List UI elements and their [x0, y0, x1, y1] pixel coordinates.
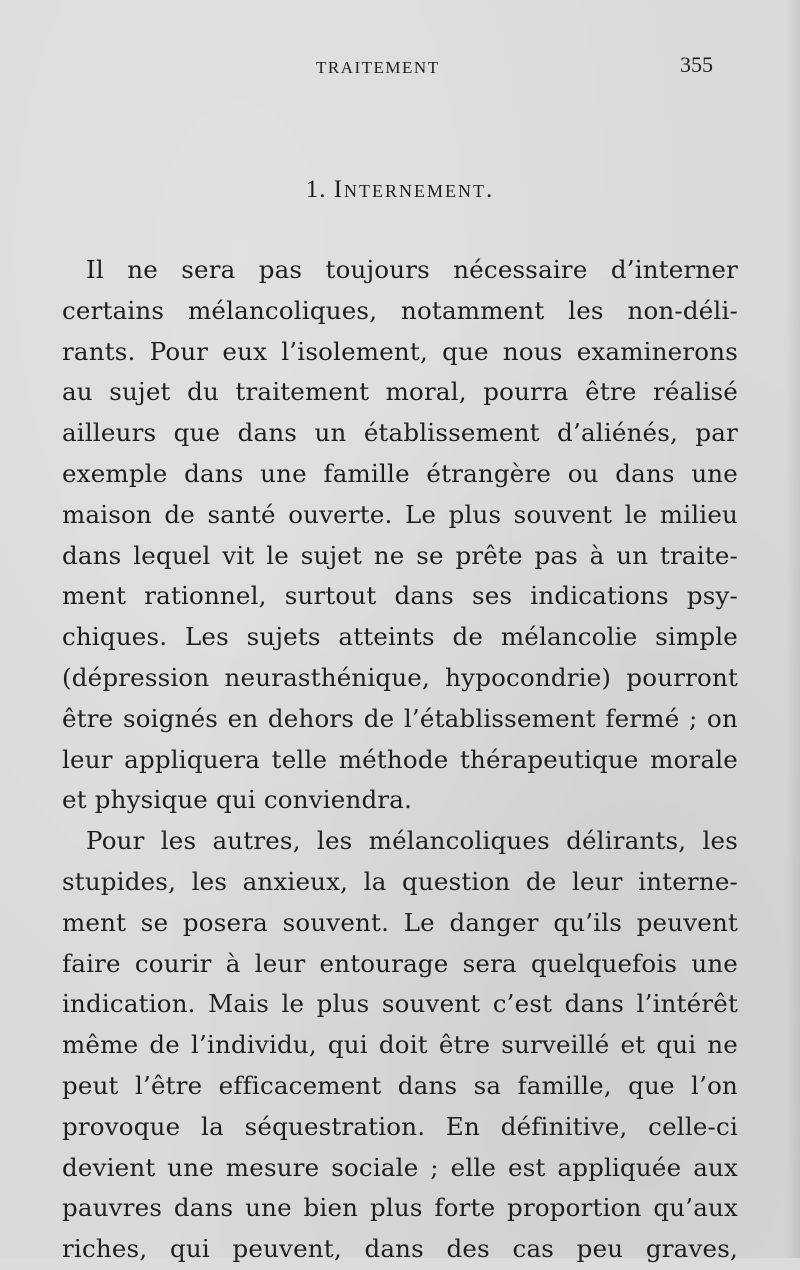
running-header [0, 52, 800, 82]
text-line: ailleurs que dans un établissement d’aliénés, par [62, 418, 738, 448]
text-line: Il ne sera pas toujours nécessaire d’interner [86, 255, 738, 284]
page-number: 355 [680, 52, 713, 77]
text-line: faire courir à leur entourage sera quelquefois une [62, 948, 738, 978]
text-line: au sujet du traitement moral, pourra être réalisé [62, 377, 738, 407]
section-heading [0, 176, 800, 204]
text-line: chiques. Les sujets atteints de mélancolie simple [62, 622, 738, 652]
text-line: maison de santé ouverte. Le plus souvent le milieu [62, 499, 738, 529]
text-line: riches, qui peuvent, dans des cas peu graves, [62, 1234, 738, 1264]
text-line: peut l’être efficacement dans sa famille, que l’on [62, 1070, 738, 1100]
paragraph-1 [62, 250, 738, 821]
text-line: et physique qui conviendra. [62, 785, 413, 815]
text-line: ment se posera souvent. Le danger qu’ils peuvent [62, 907, 738, 937]
text-line: Pour les autres, les mélancoliques délirants, les [86, 826, 738, 856]
paragraph-2 [62, 821, 738, 1270]
text-line: être soignés en dehors de l’établissement fermé ; on [62, 703, 738, 733]
section-number: 1. [305, 176, 327, 203]
body-text [62, 250, 738, 1270]
text-line: dans lequel vit le sujet ne se prête pas à un traite- [62, 540, 738, 570]
text-line: même de l’individu, qui doit être surveillé et qui ne [62, 1030, 738, 1060]
section-title: Internement. [333, 176, 495, 203]
text-line: leur appliquera telle méthode thérapeutique morale [62, 744, 738, 774]
text-line: (dépression neurasthénique, hypocondrie) pourront [62, 662, 738, 692]
text-line: pauvres dans une bien plus forte proportion qu’aux [62, 1193, 738, 1223]
text-line: exemple dans une famille étrangère ou dans une [62, 458, 738, 488]
text-line: certains mélancoliques, notamment les non-déli- [62, 295, 738, 325]
text-line: stupides, les anxieux, la question de leur interne- [62, 866, 738, 896]
running-title: TRAITEMENT [316, 58, 440, 77]
text-line: rants. Pour eux l’isolement, que nous examinerons [62, 336, 738, 366]
text-line: ment rationnel, surtout dans ses indications psy- [62, 581, 738, 611]
text-line: indication. Mais le plus souvent c’est dans l’intérêt [62, 989, 738, 1019]
text-line: devient une mesure sociale ; elle est appliquée aux [62, 1152, 738, 1182]
text-line: provoque la séquestration. En définitive, celle-ci [62, 1111, 738, 1141]
